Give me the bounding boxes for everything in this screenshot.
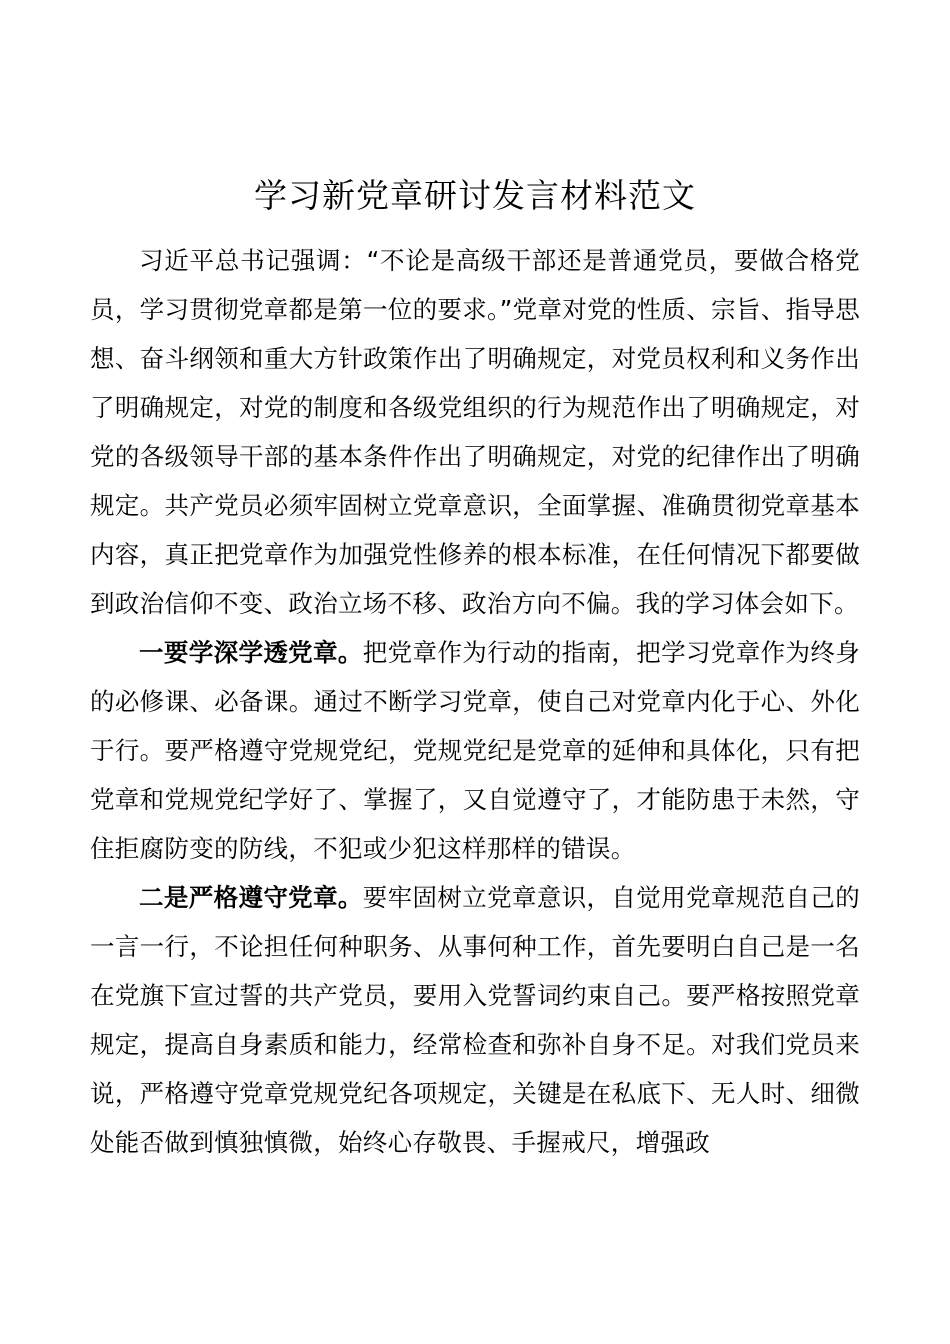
paragraph-point-two bbox=[90, 873, 860, 1167]
document-body bbox=[90, 236, 860, 1167]
paragraph-text: 要牢固树立党章意识，自觉用党章规范自己的一言一行，不论担任何种职务、从事何种工作，首先要明白自己是一名在党旗下宣过誓的共产党员，要用入党誓词约束自己。要严格按照党章规定，提高自身素质和能力，经常检查和弥补自身不足。对我们党员来说，严格遵守党章党规党纪各项规定，关键是在私底下、无人时、细微处能否做到慎独慎微，始终心存敬畏、手握戒尺，增强政 bbox=[90, 883, 860, 1157]
document-title: 学习新党章研讨发言材料范文 bbox=[254, 176, 696, 215]
paragraph-lead: 二是严格遵守党章。 bbox=[139, 883, 363, 912]
paragraph-lead: 一要学深学透党章。 bbox=[139, 638, 363, 667]
paragraph-text: 把党章作为行动的指南，把学习党章作为终身的必修课、必备课。通过不断学习党章，使自己对党章内化于心、外化于行。要严格遵守党规党纪，党规党纪是党章的延伸和具体化，只有把党章和党规党纪学好了、掌握了，又自觉遵守了，才能防患于未然，守住拒腐防变的防线，不犯或少犯这样那样的错误。 bbox=[90, 638, 860, 863]
paragraph-point-one bbox=[90, 628, 860, 873]
paragraph-intro bbox=[90, 236, 860, 628]
paragraph-text: 习近平总书记强调：“不论是高级干部还是普通党员，要做合格党员，学习贯彻党章都是第一位的要求。”党章对党的性质、宗旨、指导思想、奋斗纲领和重大方针政策作出了明确规定，对党员权利和义务作出了明确规定，对党的制度和各级党组织的行为规范作出了明确规定，对党的各级领导干部的基本条件作出了明确规定，对党的纪律作出了明确规定。共产党员必须牢固树立党章意识，全面掌握、准确贯彻党章基本内容，真正把党章作为加强党性修养的根本标准，在任何情况下都要做到政治信仰不变、政治立场不移、政治方向不偏。我的学习体会如下。 bbox=[90, 246, 860, 618]
